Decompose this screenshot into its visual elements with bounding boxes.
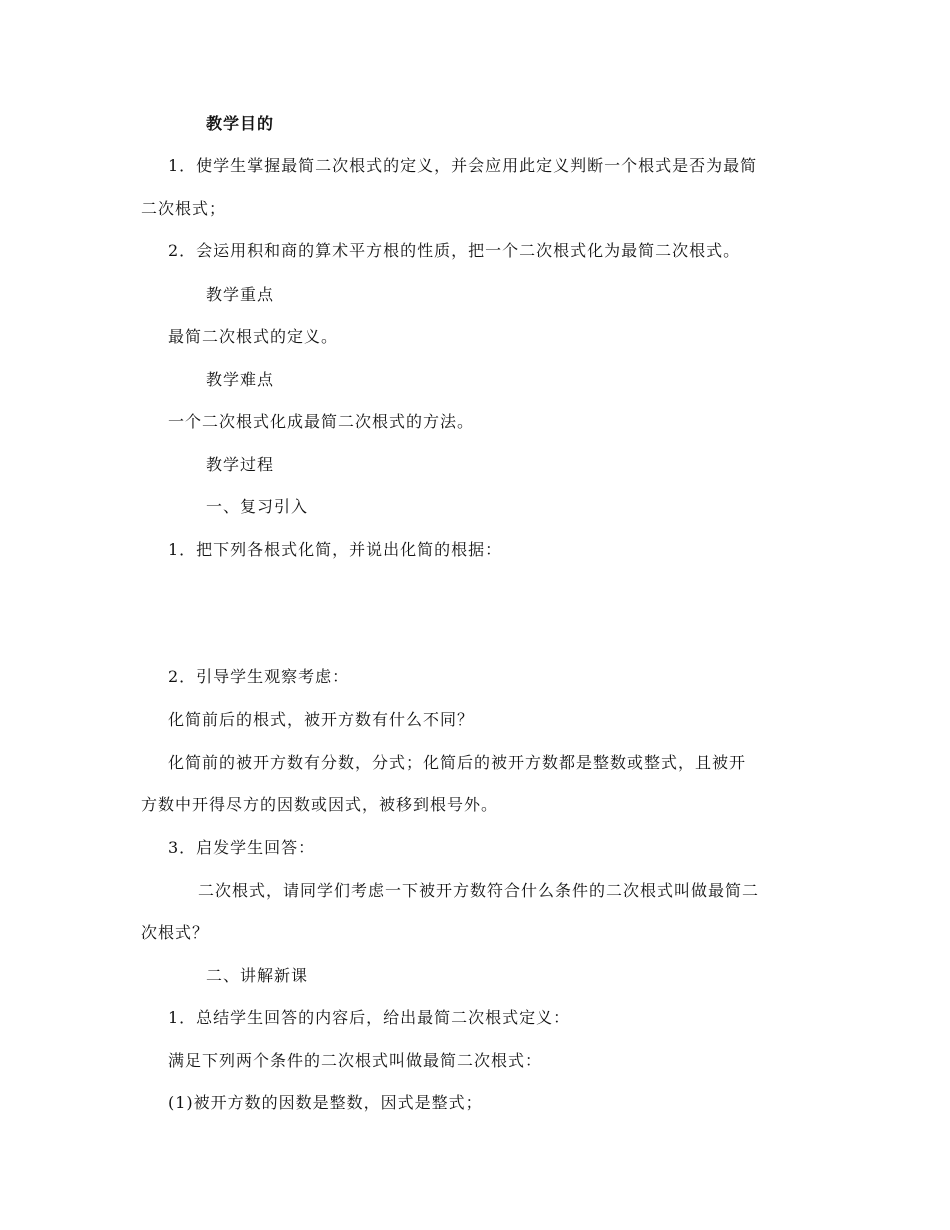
prompt-line2: 次根式？	[141, 923, 210, 942]
part1-item3: 3．启发学生回答：	[168, 838, 316, 857]
part1-item2: 2．引导学生观察考虑：	[168, 667, 350, 686]
part2-item1: 1．总结学生回答的内容后，给出最简二次根式定义：	[168, 1008, 571, 1027]
key-point-heading: 教学重点	[206, 285, 275, 304]
objective-1-line2: 二次根式；	[141, 199, 227, 218]
part1-item1: 1．把下列各根式化简，并说出化简的根据：	[168, 540, 503, 559]
difficulty-text: 一个二次根式化成最简二次根式的方法。	[168, 412, 475, 431]
part2-heading: 二、讲解新课	[206, 966, 309, 985]
part1-heading: 一、复习引入	[206, 497, 309, 516]
difficulty-heading: 教学难点	[206, 370, 275, 389]
key-point-text: 最简二次根式的定义。	[168, 327, 339, 346]
condition-1: (1)被开方数的因数是整数，因式是整式；	[168, 1093, 483, 1112]
definition-intro: 满足下列两个条件的二次根式叫做最简二次根式：	[168, 1051, 543, 1070]
objectives-heading: 教学目的	[206, 114, 275, 133]
objective-2: 2．会运用积和商的算术平方根的性质，把一个二次根式化为最简二次根式。	[168, 241, 741, 260]
objective-1-line1: 1．使学生掌握最简二次根式的定义，并会应用此定义判断一个根式是否为最简	[168, 156, 758, 175]
answer-line1: 化简前的被开方数有分数，分式；化简后的被开方数都是整数或整式，且被开	[168, 753, 747, 772]
prompt-line1: 二次根式，请同学们考虑一下被开方数符合什么条件的二次根式叫做最简二	[198, 881, 760, 900]
question-text: 化简前后的根式，被开方数有什么不同？	[168, 710, 475, 729]
process-heading: 教学过程	[206, 455, 275, 474]
answer-line2: 方数中开得尽方的因数或因式，被移到根号外。	[141, 795, 499, 814]
